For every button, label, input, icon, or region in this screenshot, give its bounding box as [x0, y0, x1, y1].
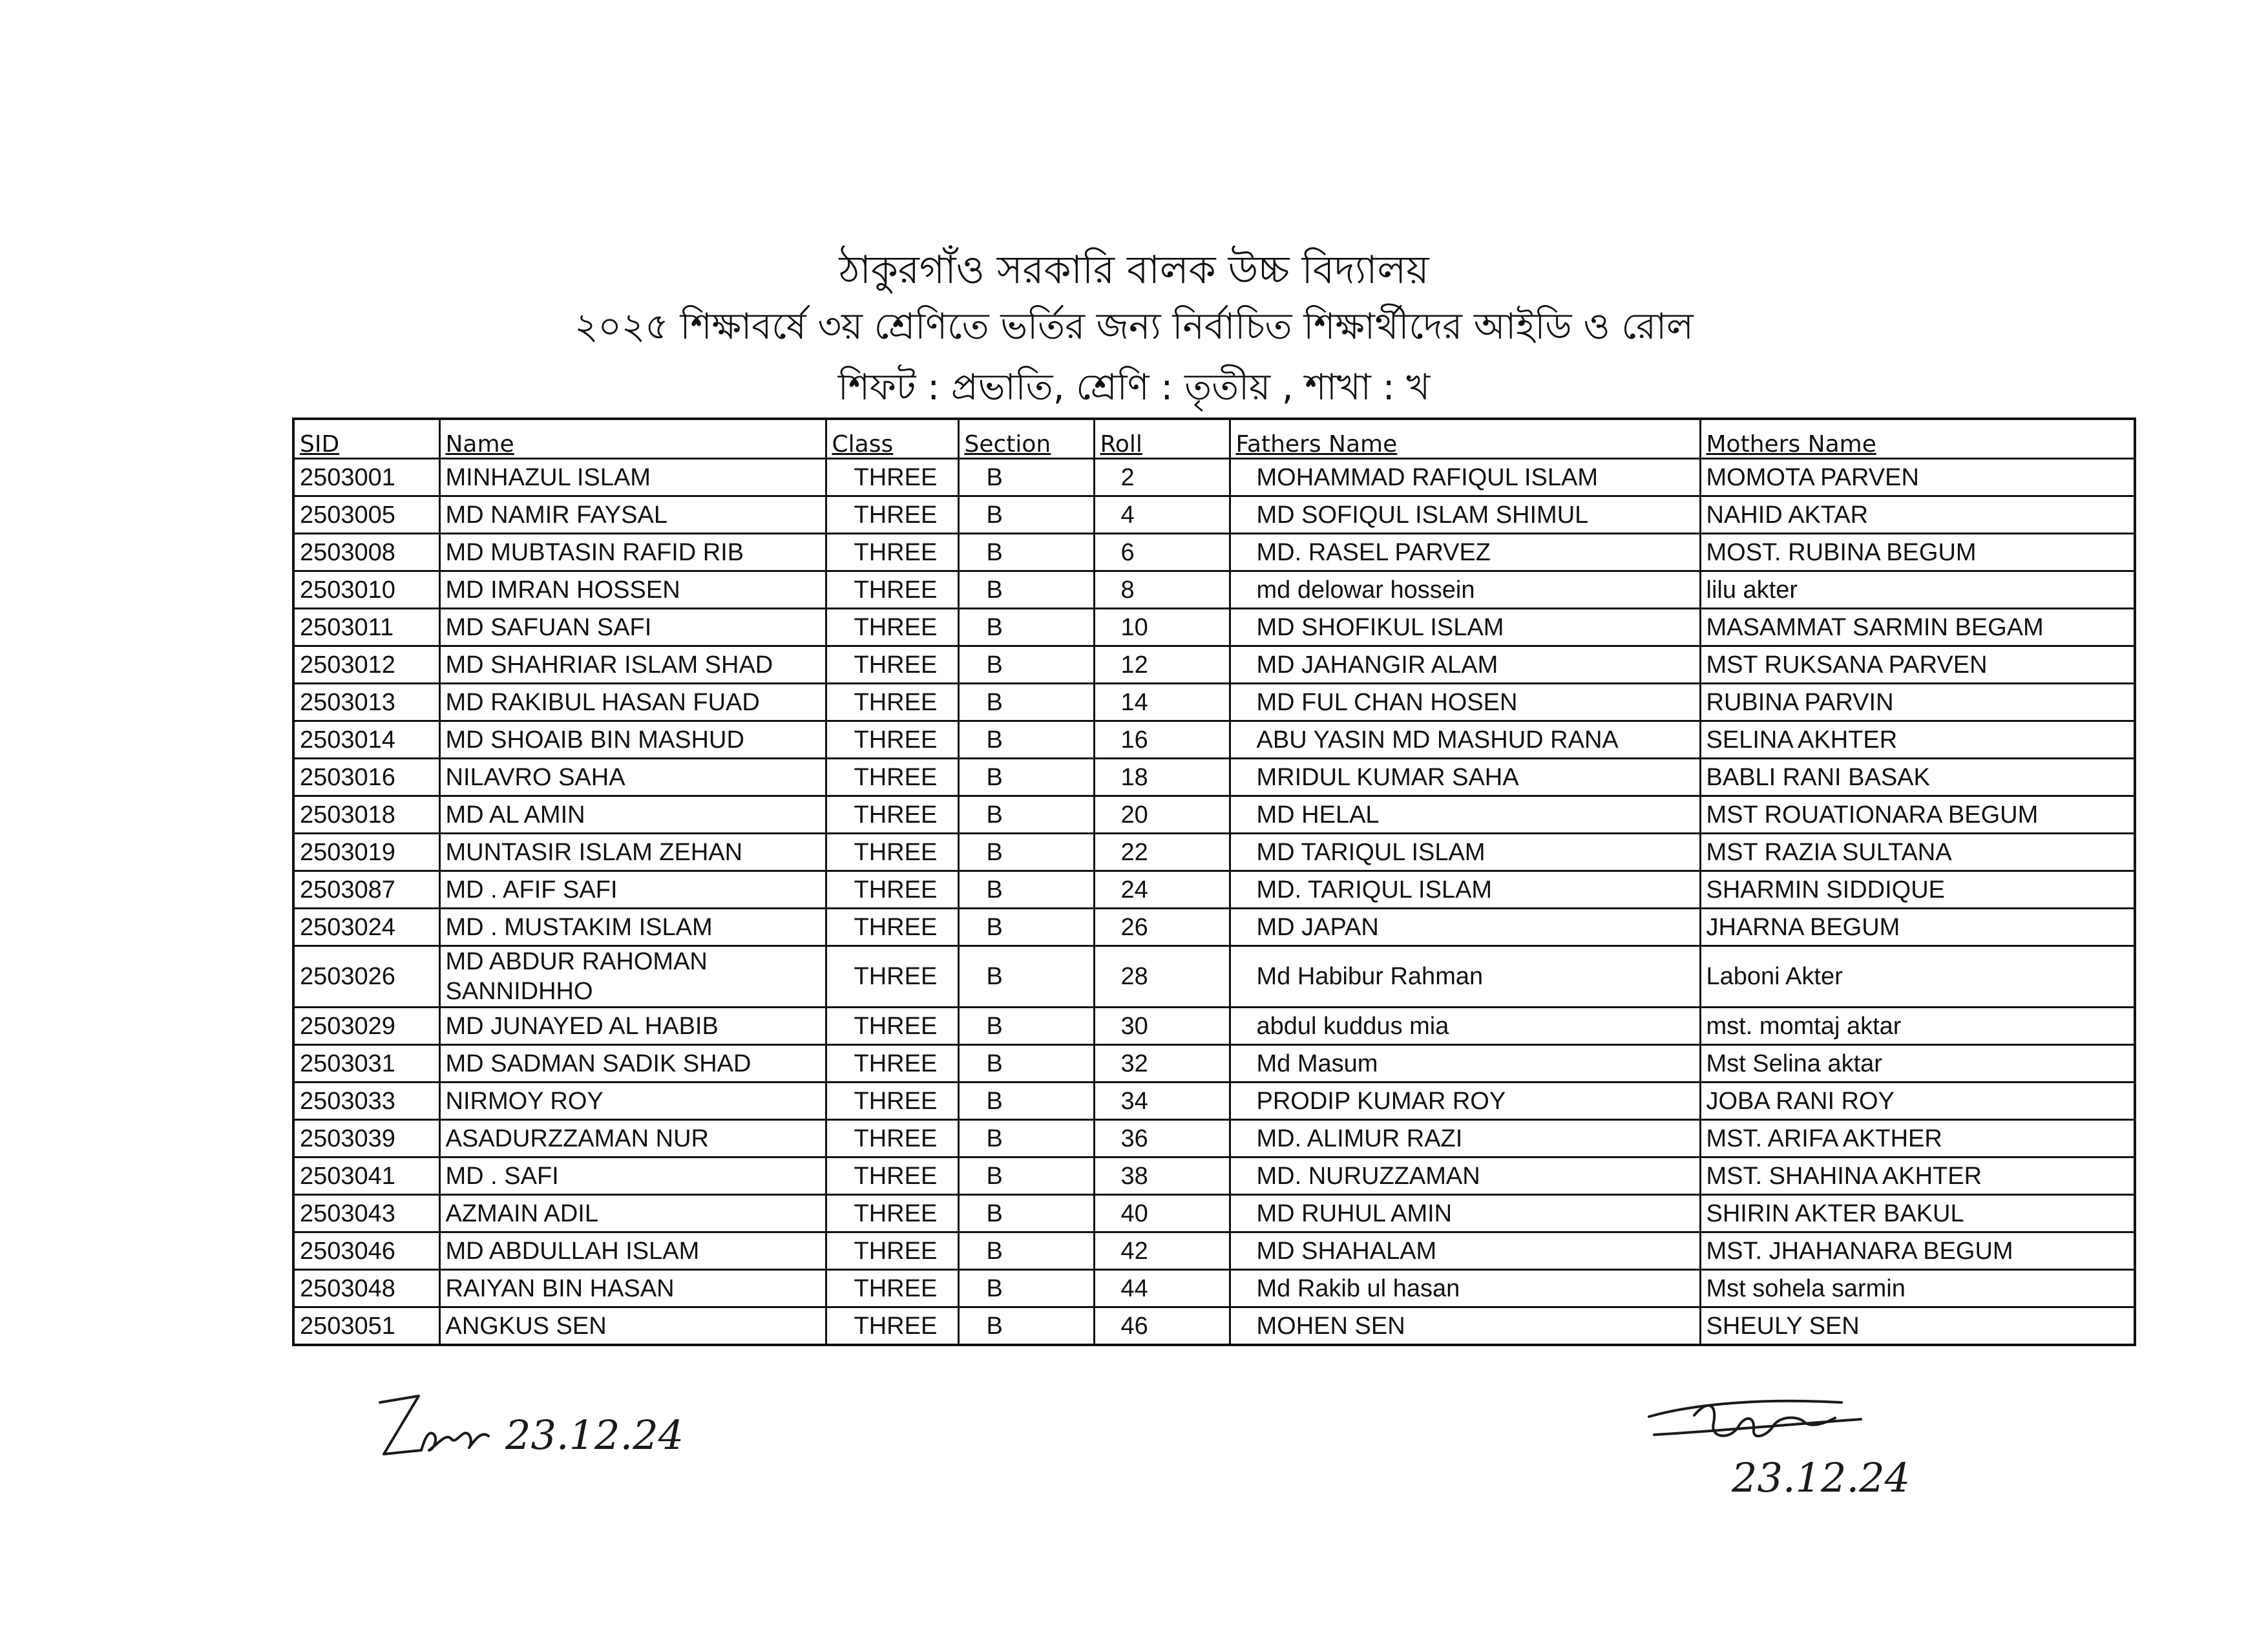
mothers-name-cell: Mst Selina aktar	[1700, 1045, 2135, 1083]
mothers-name-cell: MST RAZIA SULTANA	[1700, 834, 2135, 871]
sid-cell: 2503019	[293, 834, 439, 871]
class-cell: THREE	[826, 571, 958, 609]
shift-class-section-info: শিফট : প্রভাতি, শ্রেণি : তৃতীয় , শাখা : খ	[837, 366, 1431, 408]
mothers-name-cell: MST. SHAHINA AKHTER	[1700, 1157, 2135, 1195]
table-row	[293, 1008, 2135, 1045]
roll-cell: 2	[1094, 459, 1230, 496]
sid-cell: 2503001	[293, 459, 439, 496]
header-mothers-name: Mothers Name	[1700, 419, 2135, 459]
fathers-name-cell: MD SHAHALAM	[1230, 1232, 1700, 1270]
roll-cell: 36	[1094, 1120, 1230, 1157]
section-cell: B	[958, 1195, 1094, 1232]
mothers-name-cell: JHARNA BEGUM	[1700, 909, 2135, 946]
roll-cell: 6	[1094, 534, 1230, 571]
mothers-name-cell: mst. momtaj aktar	[1700, 1008, 2135, 1045]
fathers-name-cell: Md Habibur Rahman	[1230, 946, 1700, 1008]
section-cell: B	[958, 871, 1094, 909]
mothers-name-cell: RUBINA PARVIN	[1700, 684, 2135, 721]
mothers-name-cell: JOBA RANI ROY	[1700, 1083, 2135, 1120]
mothers-name-cell: Laboni Akter	[1700, 946, 2135, 1008]
table-row	[293, 571, 2135, 609]
class-cell: THREE	[826, 1157, 958, 1195]
table-row	[293, 609, 2135, 646]
header-class: Class	[826, 419, 958, 459]
roll-cell: 16	[1094, 721, 1230, 759]
mothers-name-cell: MST. JHAHANARA BEGUM	[1700, 1232, 2135, 1270]
roll-cell: 22	[1094, 834, 1230, 871]
fathers-name-cell: Md Masum	[1230, 1045, 1700, 1083]
roll-cell: 42	[1094, 1232, 1230, 1270]
right-signature-date: 23.12.24	[1732, 1454, 1911, 1501]
class-cell: THREE	[826, 496, 958, 534]
left-signature-date: 23.12.24	[505, 1411, 684, 1459]
table-row	[293, 459, 2135, 496]
mothers-name-cell: SHIRIN AKTER BAKUL	[1700, 1195, 2135, 1232]
roll-cell: 24	[1094, 871, 1230, 909]
section-cell: B	[958, 609, 1094, 646]
fathers-name-cell: MOHEN SEN	[1230, 1307, 1700, 1346]
mothers-name-cell: MOST. RUBINA BEGUM	[1700, 534, 2135, 571]
section-cell: B	[958, 1083, 1094, 1120]
mothers-name-cell: MASAMMAT SARMIN BEGAM	[1700, 609, 2135, 646]
mothers-name-cell: MST RUKSANA PARVEN	[1700, 646, 2135, 684]
class-cell: THREE	[826, 1120, 958, 1157]
section-cell: B	[958, 496, 1094, 534]
school-title: ঠাকুরগাঁও সরকারি বালক উচ্চ বিদ্যালয়	[839, 248, 1429, 293]
header-section: Section	[958, 419, 1094, 459]
student-name-cell: MUNTASIR ISLAM ZEHAN	[439, 834, 826, 871]
fathers-name-cell: PRODIP KUMAR ROY	[1230, 1083, 1700, 1120]
class-cell: THREE	[826, 834, 958, 871]
roll-cell: 38	[1094, 1157, 1230, 1195]
section-cell: B	[958, 796, 1094, 834]
class-cell: THREE	[826, 1270, 958, 1307]
mothers-name-cell: Mst sohela sarmin	[1700, 1270, 2135, 1307]
class-cell: THREE	[826, 459, 958, 496]
table-row	[293, 1270, 2135, 1307]
fathers-name-cell: MRIDUL KUMAR SAHA	[1230, 759, 1700, 796]
roll-cell: 32	[1094, 1045, 1230, 1083]
student-name-cell: MD NAMIR FAYSAL	[439, 496, 826, 534]
header-row	[293, 419, 2135, 459]
section-cell: B	[958, 684, 1094, 721]
section-cell: B	[958, 459, 1094, 496]
section-cell: B	[958, 946, 1094, 1008]
fathers-name-cell: ABU YASIN MD MASHUD RANA	[1230, 721, 1700, 759]
student-name-cell: NILAVRO SAHA	[439, 759, 826, 796]
sid-cell: 2503013	[293, 684, 439, 721]
student-name-cell: MD MUBTASIN RAFID RIB	[439, 534, 826, 571]
table-row	[293, 834, 2135, 871]
student-name-cell: MD IMRAN HOSSEN	[439, 571, 826, 609]
sid-cell: 2503087	[293, 871, 439, 909]
sid-cell: 2503011	[293, 609, 439, 646]
class-cell: THREE	[826, 796, 958, 834]
section-cell: B	[958, 834, 1094, 871]
class-cell: THREE	[826, 759, 958, 796]
student-name-cell: MD SHOAIB BIN MASHUD	[439, 721, 826, 759]
section-cell: B	[958, 1232, 1094, 1270]
table-row	[293, 684, 2135, 721]
right-signature-scribble	[1649, 1401, 1861, 1436]
sid-cell: 2503033	[293, 1083, 439, 1120]
section-cell: B	[958, 571, 1094, 609]
roll-cell: 18	[1094, 759, 1230, 796]
mothers-name-cell: NAHID AKTAR	[1700, 496, 2135, 534]
student-name-cell: MD RAKIBUL HASAN FUAD	[439, 684, 826, 721]
class-cell: THREE	[826, 1232, 958, 1270]
table-row	[293, 909, 2135, 946]
mothers-name-cell: SELINA AKHTER	[1700, 721, 2135, 759]
student-name-cell: NIRMOY ROY	[439, 1083, 826, 1120]
table-row	[293, 759, 2135, 796]
sid-cell: 2503041	[293, 1157, 439, 1195]
sid-cell: 2503043	[293, 1195, 439, 1232]
mothers-name-cell: MST ROUATIONARA BEGUM	[1700, 796, 2135, 834]
class-cell: THREE	[826, 721, 958, 759]
fathers-name-cell: Md Rakib ul hasan	[1230, 1270, 1700, 1307]
table-row	[293, 1083, 2135, 1120]
table-row	[293, 646, 2135, 684]
class-cell: THREE	[826, 1083, 958, 1120]
fathers-name-cell: MD SHOFIKUL ISLAM	[1230, 609, 1700, 646]
student-name-cell: ANGKUS SEN	[439, 1307, 826, 1346]
sid-cell: 2503005	[293, 496, 439, 534]
section-cell: B	[958, 646, 1094, 684]
fathers-name-cell: MD. RASEL PARVEZ	[1230, 534, 1700, 571]
header-roll: Roll	[1094, 419, 1230, 459]
sid-cell: 2503008	[293, 534, 439, 571]
student-name-cell: ASADURZZAMAN NUR	[439, 1120, 826, 1157]
sid-cell: 2503010	[293, 571, 439, 609]
fathers-name-cell: md delowar hossein	[1230, 571, 1700, 609]
table-row	[293, 946, 2135, 1008]
header-name: Name	[439, 419, 826, 459]
fathers-name-cell: MD HELAL	[1230, 796, 1700, 834]
section-cell: B	[958, 1157, 1094, 1195]
mothers-name-cell: MST. ARIFA AKTHER	[1700, 1120, 2135, 1157]
fathers-name-cell: MD JAHANGIR ALAM	[1230, 646, 1700, 684]
roll-cell: 26	[1094, 909, 1230, 946]
section-cell: B	[958, 721, 1094, 759]
section-cell: B	[958, 1270, 1094, 1307]
class-cell: THREE	[826, 534, 958, 571]
student-name-cell: MD SAFUAN SAFI	[439, 609, 826, 646]
fathers-name-cell: MD. NURUZZAMAN	[1230, 1157, 1700, 1195]
mothers-name-cell: lilu akter	[1700, 571, 2135, 609]
class-cell: THREE	[826, 871, 958, 909]
roll-cell: 8	[1094, 571, 1230, 609]
section-cell: B	[958, 1045, 1094, 1083]
roll-cell: 14	[1094, 684, 1230, 721]
section-cell: B	[958, 1120, 1094, 1157]
student-name-cell: MD ABDUR RAHOMAN SANNIDHHO	[439, 946, 826, 1008]
sid-cell: 2503039	[293, 1120, 439, 1157]
roll-cell: 40	[1094, 1195, 1230, 1232]
table-row	[293, 1232, 2135, 1270]
section-cell: B	[958, 759, 1094, 796]
sid-cell: 2503048	[293, 1270, 439, 1307]
fathers-name-cell: MD JAPAN	[1230, 909, 1700, 946]
left-signature	[362, 1383, 724, 1499]
mothers-name-cell: SHARMIN SIDDIQUE	[1700, 871, 2135, 909]
fathers-name-cell: MD SOFIQUL ISLAM SHIMUL	[1230, 496, 1700, 534]
student-name-cell: AZMAIN ADIL	[439, 1195, 826, 1232]
roll-cell: 30	[1094, 1008, 1230, 1045]
table-row	[293, 1045, 2135, 1083]
sid-cell: 2503046	[293, 1232, 439, 1270]
class-cell: THREE	[826, 646, 958, 684]
sid-cell: 2503016	[293, 759, 439, 796]
right-signature	[1641, 1377, 1977, 1506]
roll-cell: 10	[1094, 609, 1230, 646]
section-cell: B	[958, 534, 1094, 571]
class-cell: THREE	[826, 1195, 958, 1232]
fathers-name-cell: MD. ALIMUR RAZI	[1230, 1120, 1700, 1157]
class-cell: THREE	[826, 909, 958, 946]
table-row	[293, 1120, 2135, 1157]
sid-cell: 2503051	[293, 1307, 439, 1346]
mothers-name-cell: MOMOTA PARVEN	[1700, 459, 2135, 496]
sid-cell: 2503018	[293, 796, 439, 834]
sid-cell: 2503026	[293, 946, 439, 1008]
roster-body	[293, 459, 2135, 1346]
roll-cell: 44	[1094, 1270, 1230, 1307]
student-name-cell: MD . SAFI	[439, 1157, 826, 1195]
fathers-name-cell: MD FUL CHAN HOSEN	[1230, 684, 1700, 721]
section-cell: B	[958, 1008, 1094, 1045]
table-row	[293, 721, 2135, 759]
student-name-cell: MD JUNAYED AL HABIB	[439, 1008, 826, 1045]
student-name-cell: MD SADMAN SADIK SHAD	[439, 1045, 826, 1083]
left-signature-scribble	[380, 1396, 488, 1454]
class-cell: THREE	[826, 684, 958, 721]
roll-cell: 4	[1094, 496, 1230, 534]
table-row	[293, 796, 2135, 834]
student-name-cell: MINHAZUL ISLAM	[439, 459, 826, 496]
sid-cell: 2503031	[293, 1045, 439, 1083]
table-row	[293, 1307, 2135, 1346]
fathers-name-cell: MOHAMMAD RAFIQUL ISLAM	[1230, 459, 1700, 496]
student-name-cell: MD . MUSTAKIM ISLAM	[439, 909, 826, 946]
sid-cell: 2503024	[293, 909, 439, 946]
class-cell: THREE	[826, 1307, 958, 1346]
table-row	[293, 1157, 2135, 1195]
fathers-name-cell: MD. TARIQUL ISLAM	[1230, 871, 1700, 909]
table-row	[293, 871, 2135, 909]
class-cell: THREE	[826, 946, 958, 1008]
fathers-name-cell: MD RUHUL AMIN	[1230, 1195, 1700, 1232]
student-name-cell: MD SHAHRIAR ISLAM SHAD	[439, 646, 826, 684]
roll-cell: 46	[1094, 1307, 1230, 1346]
sid-cell: 2503029	[293, 1008, 439, 1045]
mothers-name-cell: SHEULY SEN	[1700, 1307, 2135, 1346]
section-cell: B	[958, 909, 1094, 946]
table-row	[293, 1195, 2135, 1232]
header-fathers-name: Fathers Name	[1230, 419, 1700, 459]
student-name-cell: MD AL AMIN	[439, 796, 826, 834]
mothers-name-cell: BABLI RANI BASAK	[1700, 759, 2135, 796]
table-row	[293, 534, 2135, 571]
fathers-name-cell: abdul kuddus mia	[1230, 1008, 1700, 1045]
roll-cell: 34	[1094, 1083, 1230, 1120]
header-sid: SID	[293, 419, 439, 459]
student-roster-table	[292, 417, 2136, 1346]
fathers-name-cell: MD TARIQUL ISLAM	[1230, 834, 1700, 871]
student-name-cell: MD ABDULLAH ISLAM	[439, 1232, 826, 1270]
class-cell: THREE	[826, 609, 958, 646]
roll-cell: 20	[1094, 796, 1230, 834]
class-cell: THREE	[826, 1008, 958, 1045]
sid-cell: 2503014	[293, 721, 439, 759]
section-cell: B	[958, 1307, 1094, 1346]
class-cell: THREE	[826, 1045, 958, 1083]
table-row	[293, 496, 2135, 534]
student-name-cell: RAIYAN BIN HASAN	[439, 1270, 826, 1307]
roll-cell: 12	[1094, 646, 1230, 684]
document-subtitle: ২০২৫ শিক্ষাবর্ষে ৩য় শ্রেণিতে ভর্তির জন্য নির্বাচিত শিক্ষার্থীদের আইডি ও রোল	[574, 306, 1694, 348]
sid-cell: 2503012	[293, 646, 439, 684]
student-name-cell: MD . AFIF SAFI	[439, 871, 826, 909]
roll-cell: 28	[1094, 946, 1230, 1008]
